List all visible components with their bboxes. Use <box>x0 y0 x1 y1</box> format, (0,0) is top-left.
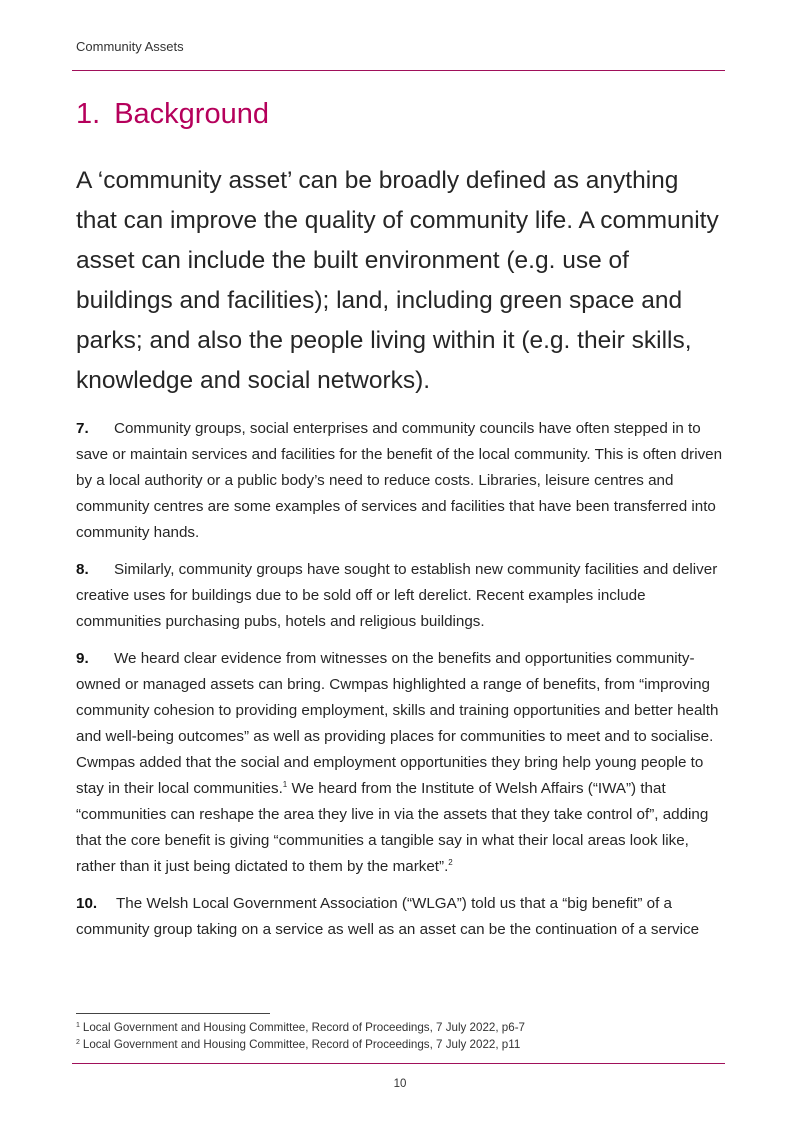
paragraph-number: 8. <box>76 561 89 578</box>
running-header: Community Assets <box>76 39 184 54</box>
paragraph-text-part-b: We heard from the Institute of Welsh Affairs (“IWA”) that “communities can reshape the area they live in via the assets that they take control of”, adding that the core benefit is giving “communities a tangible say in what their local areas look like, rather than it just being dictated to them by the market”. <box>76 780 709 875</box>
paragraph-text: Community groups, social enterprises and community councils have often stepped in to save or maintain services and facilities for the benefit of the local community. This is often driven by a local authority or a public body’s need to reduce costs. Libraries, leisure centres and community centres are some examples of services and facilities that have been transferred into community hands. <box>76 420 723 541</box>
footnotes <box>76 1019 726 1053</box>
page-number: 10 <box>393 1078 407 1090</box>
paragraph-7 <box>76 416 726 546</box>
section-title: Background <box>114 98 269 130</box>
footnote-mark: 1 <box>76 1022 80 1029</box>
footnote-1 <box>76 1019 726 1036</box>
paragraph-text-part-a: We heard clear evidence from witnesses on the benefits and opportunities community-owned or managed assets can bring. Cwmpas highlighted a range of benefits, from “improving community cohesion to providing employment, skills and training opportunities and better health and well-being outcomes” as well as providing places for communities to meet and to socialise. Cwmpas added that the social and employment opportunities they bring help young people to stay in their local communities. <box>76 650 719 797</box>
footnote-reference-1[interactable]: 1 <box>282 780 288 789</box>
paragraph-9 <box>76 646 726 880</box>
header-divider <box>72 70 725 71</box>
paragraph-8 <box>76 557 726 635</box>
footnote-divider <box>76 1013 270 1014</box>
footnote-text: Local Government and Housing Committee, Record of Proceedings, 7 July 2022, p11 <box>82 1038 521 1051</box>
footer-divider <box>72 1063 725 1064</box>
paragraph-number: 10. <box>76 895 98 912</box>
paragraph-10 <box>76 891 726 943</box>
footnote-2 <box>76 1036 726 1053</box>
paragraph-number: 9. <box>76 650 89 667</box>
paragraph-number: 7. <box>76 420 89 437</box>
paragraph-text: Similarly, community groups have sought to establish new community facilities and deliver creative uses for buildings due to be sold off or left derelict. Recent examples include communities purchasing pubs, hotels and religious buildings. <box>76 561 718 630</box>
footnote-text: Local Government and Housing Committee, Record of Proceedings, 7 July 2022, p6-7 <box>82 1021 525 1034</box>
footnote-mark: 2 <box>76 1039 80 1046</box>
section-heading <box>76 94 269 134</box>
body-paragraphs <box>76 416 726 954</box>
paragraph-text: The Welsh Local Government Association (“WLGA”) told us that a “big benefit” of a community group taking on a service as well as an asset can be the continuation of a service <box>76 895 700 938</box>
section-number: 1. <box>76 98 101 130</box>
lead-paragraph: A ‘community asset’ can be broadly defined as anything that can improve the quality of community life. A community asset can include the built environment (e.g. use of buildings and facilities); land, including green space and parks; and also the people living within it (e.g. their skills, knowledge and social networks). <box>76 167 719 394</box>
footnote-reference-2[interactable]: 2 <box>448 858 453 867</box>
